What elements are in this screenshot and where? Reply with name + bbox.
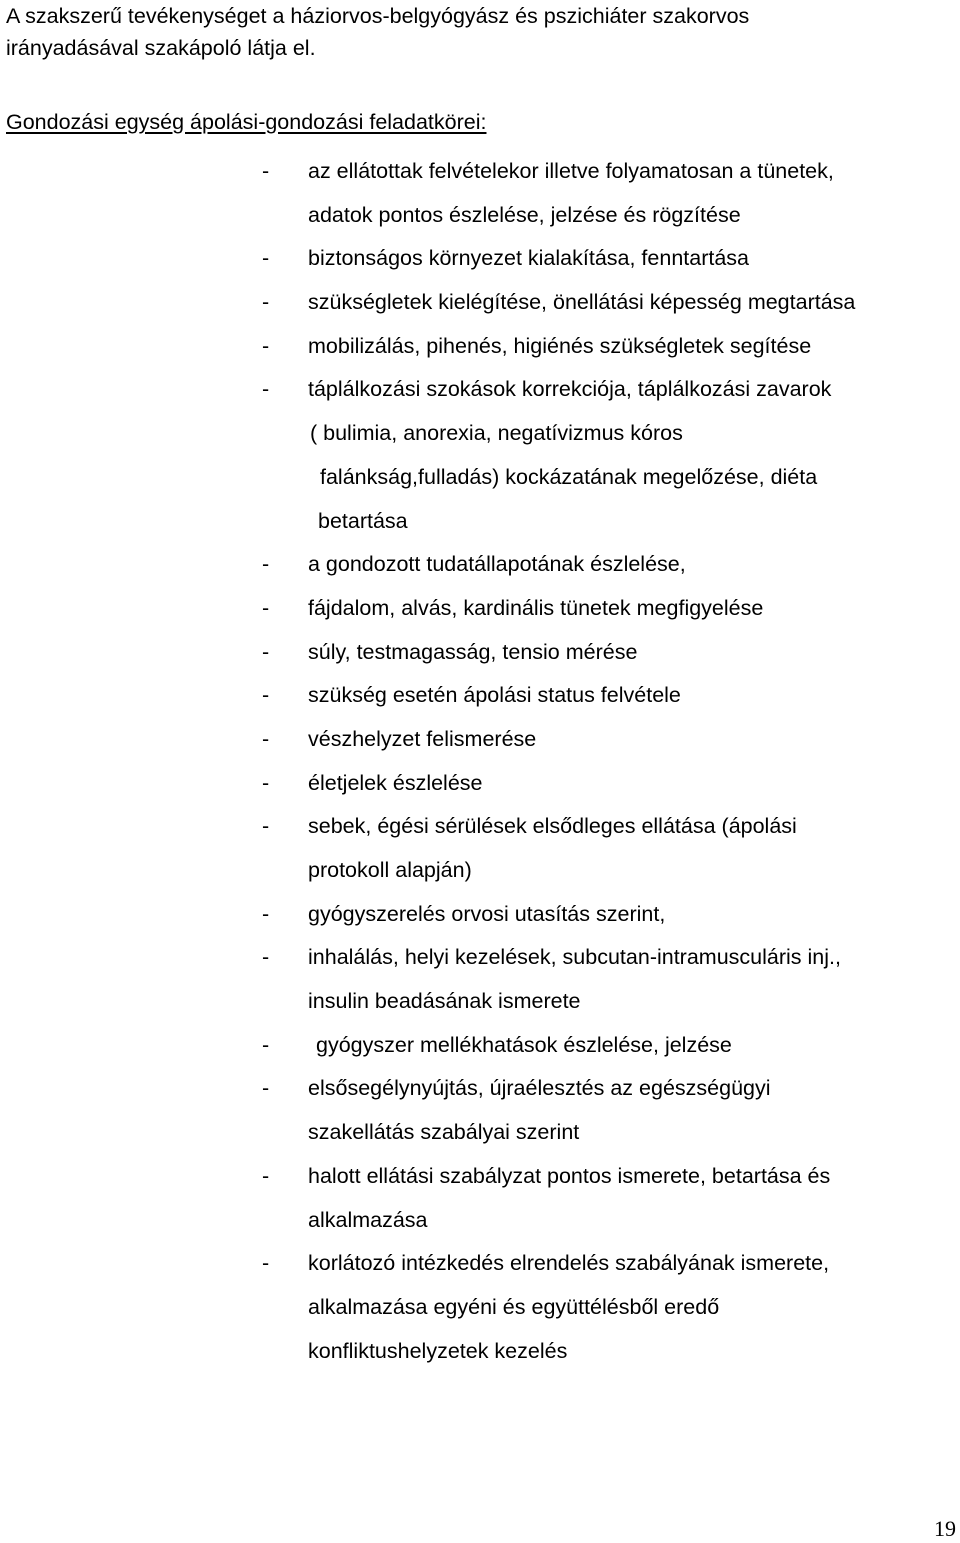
list-item <box>0 281 960 325</box>
list-item <box>0 543 960 587</box>
list-item <box>0 1286 960 1330</box>
list-item-text: gyógyszer mellékhatások észlelése, jelzése <box>316 1032 732 1057</box>
list-item <box>0 1242 960 1286</box>
list-dash: - <box>262 945 270 970</box>
list-item-text: mobilizálás, pihenés, higiénés szükségletek segítése <box>308 333 812 358</box>
list-item <box>0 849 960 893</box>
list-dash: - <box>262 377 270 402</box>
list-dash: - <box>262 770 270 795</box>
list-item <box>0 587 960 631</box>
intro-paragraph <box>6 0 946 64</box>
task-list <box>0 150 960 1373</box>
list-item <box>0 1024 960 1068</box>
list-dash: - <box>262 1032 270 1057</box>
list-item-text: súly, testmagasság, tensio mérése <box>308 639 638 664</box>
list-item-text: ( bulimia, anorexia, negatívizmus kóros <box>310 421 683 446</box>
list-item-text: vészhelyzet felismerése <box>308 726 537 751</box>
list-dash: - <box>262 595 270 620</box>
list-item-text: az ellátottak felvételekor illetve folyamatosan a tünetek, <box>308 159 834 183</box>
list-item-text: sebek, égési sérülések elsődleges ellátása (ápolási <box>308 814 797 839</box>
list-dash: - <box>262 814 270 839</box>
list-item <box>0 325 960 369</box>
list-item-text: a gondozott tudatállapotának észlelése, <box>308 552 686 577</box>
list-item-text: alkalmazása egyéni és együttélésből eredő <box>308 1294 720 1319</box>
list-item <box>0 194 960 238</box>
list-item <box>0 1111 960 1155</box>
list-item-text: halott ellátási szabályzat pontos ismerete, betartása és <box>308 1163 831 1188</box>
list-item <box>0 893 960 937</box>
list-item-text: insulin beadásának ismerete <box>308 989 581 1014</box>
list-dash: - <box>262 726 270 751</box>
list-item <box>0 1330 960 1374</box>
list-item <box>0 674 960 718</box>
list-item <box>0 456 960 500</box>
list-item <box>0 980 960 1024</box>
list-dash: - <box>262 159 270 183</box>
list-dash: - <box>262 246 270 271</box>
list-item <box>0 1199 960 1243</box>
list-item-text: biztonságos környezet kialakítása, fenntartása <box>308 246 750 271</box>
intro-line: A szakszerű tevékenységet a háziorvos-belgyógyász és pszichiáter szakorvos <box>6 4 750 28</box>
list-item <box>0 718 960 762</box>
list-dash: - <box>262 639 270 664</box>
list-item <box>0 1155 960 1199</box>
list-item-text: életjelek észlelése <box>308 770 483 795</box>
list-item <box>0 1067 960 1111</box>
list-item-text: protokoll alapján) <box>308 858 472 882</box>
list-item-text: alkalmazása <box>308 1207 428 1232</box>
list-item-text: szükségletek kielégítése, önellátási képesség megtartása <box>308 290 856 315</box>
list-item <box>0 368 960 412</box>
list-item <box>0 412 960 456</box>
list-item-text: gyógyszerelés orvosi utasítás szerint, <box>308 901 666 926</box>
list-dash: - <box>262 552 270 577</box>
list-item <box>0 237 960 281</box>
list-dash: - <box>262 1163 270 1188</box>
list-item-text: konfliktushelyzetek kezelés <box>308 1338 568 1363</box>
list-item <box>0 500 960 544</box>
list-item-text: fájdalom, alvás, kardinális tünetek megfigyelése <box>308 595 764 620</box>
list-dash: - <box>262 333 270 358</box>
list-item-text: korlátozó intézkedés elrendelés szabályának ismerete, <box>308 1251 830 1276</box>
list-item-text: falánkság,fulladás) kockázatának megelőzése, diéta <box>320 464 818 489</box>
list-dash: - <box>262 683 270 708</box>
list-dash: - <box>262 1076 270 1101</box>
section-heading: Gondozási egység ápolási-gondozási feladatkörei: <box>6 110 487 134</box>
list-item-text: szükség esetén ápolási status felvétele <box>308 683 681 708</box>
list-item <box>0 805 960 849</box>
list-item <box>0 150 960 194</box>
list-dash: - <box>262 901 270 926</box>
list-item-text: betartása <box>318 508 408 533</box>
list-item-text: inhalálás, helyi kezelések, subcutan-intramusculáris inj., <box>308 945 841 970</box>
list-item <box>0 762 960 806</box>
list-item <box>0 631 960 675</box>
intro-line: irányadásával szakápoló látja el. <box>6 36 316 60</box>
page-number: 19 <box>934 1516 956 1541</box>
list-dash: - <box>262 1251 270 1276</box>
list-item-text: adatok pontos észlelése, jelzése és rögzítése <box>308 202 741 227</box>
list-dash: - <box>262 290 270 315</box>
list-item-text: táplálkozási szokások korrekciója, táplálkozási zavarok <box>308 377 832 402</box>
list-item-text: elsősegélynyújtás, újraélesztés az egészségügyi <box>308 1076 771 1101</box>
list-item <box>0 936 960 980</box>
list-item-text: szakellátás szabályai szerint <box>308 1120 580 1145</box>
